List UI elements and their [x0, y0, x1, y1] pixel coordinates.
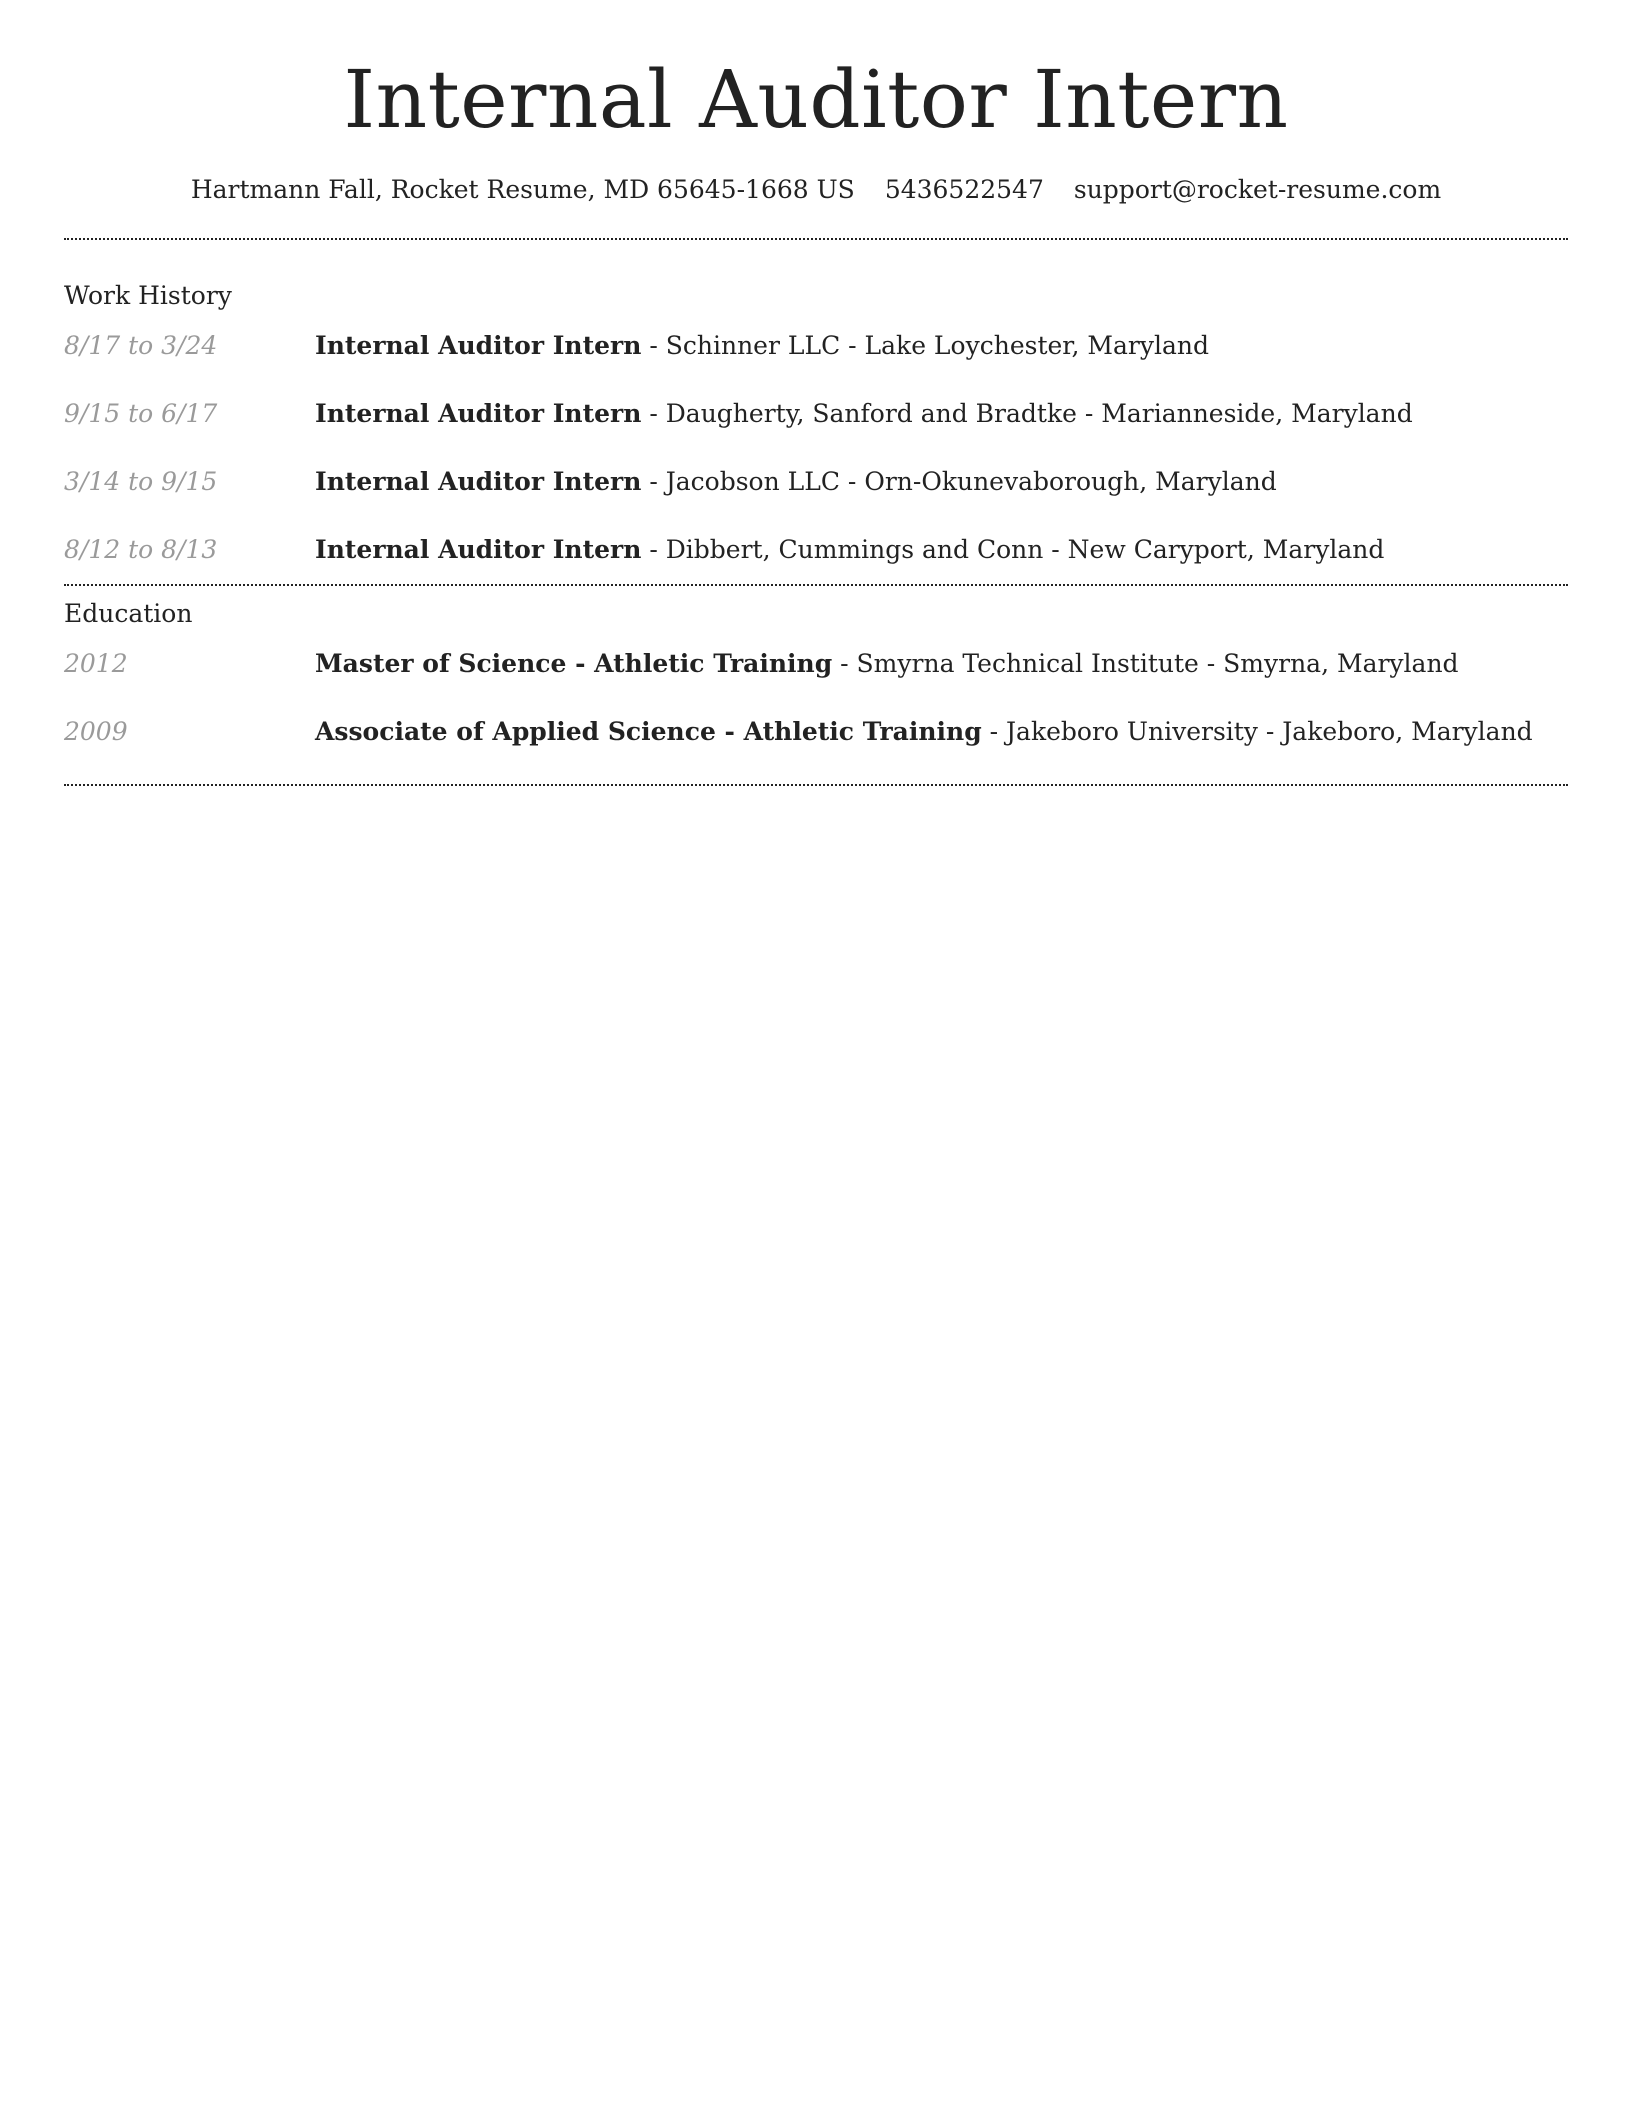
work-history-item: [64, 466, 1568, 534]
work-description: [315, 466, 1277, 498]
education-year: 2012: [64, 649, 128, 678]
education-section: [64, 598, 1568, 784]
work-role: Internal Auditor Intern: [315, 535, 642, 564]
work-history-title: Work History: [64, 281, 232, 310]
header-divider: [64, 238, 1568, 240]
work-history-item: [64, 330, 1568, 398]
section-divider: [64, 584, 1568, 586]
education-degree: Associate of Applied Science - Athletic Training: [315, 717, 982, 746]
work-details: - Schinner LLC - Lake Loychester, Maryland: [641, 331, 1209, 360]
education-item: [64, 716, 1568, 784]
work-details: - Daugherty, Sanford and Bradtke - Marianneside, Maryland: [641, 399, 1413, 428]
education-title: Education: [64, 599, 193, 628]
work-history-list: [64, 312, 1568, 584]
education-details: - Smyrna Technical Institute - Smyrna, Maryland: [832, 649, 1459, 678]
work-role: Internal Auditor Intern: [315, 467, 642, 496]
contact-line: [64, 174, 1568, 206]
work-description: [315, 534, 1384, 566]
education-description: [315, 716, 1533, 748]
work-history-section: [64, 280, 1568, 584]
work-history-item: [64, 534, 1568, 602]
work-dates: 3/14 to 9/15: [64, 467, 218, 496]
education-details: - Jakeboro University - Jakeboro, Maryland: [981, 717, 1533, 746]
work-dates: 9/15 to 6/17: [64, 399, 218, 428]
footer-divider: [64, 784, 1568, 786]
education-item: [64, 648, 1568, 716]
work-history-item: [64, 398, 1568, 466]
education-list: [64, 630, 1568, 784]
contact-phone: 5436522547: [884, 175, 1044, 204]
resume-page: [64, 0, 1568, 786]
education-description: [315, 648, 1459, 680]
contact-address: Hartmann Fall, Rocket Resume, MD 65645-1668 US: [190, 175, 855, 204]
resume-name: Internal Auditor Intern: [343, 53, 1289, 146]
work-details: - Dibbert, Cummings and Conn - New Caryport, Maryland: [641, 535, 1385, 564]
education-degree: Master of Science - Athletic Training: [315, 649, 833, 678]
work-description: [315, 330, 1209, 362]
work-dates: 8/12 to 8/13: [64, 535, 218, 564]
education-year: 2009: [64, 717, 128, 746]
contact-email: support@rocket-resume.com: [1073, 175, 1442, 204]
work-role: Internal Auditor Intern: [315, 399, 642, 428]
work-dates: 8/17 to 3/24: [64, 331, 218, 360]
work-description: [315, 398, 1413, 430]
work-details: - Jacobson LLC - Orn-Okunevaborough, Maryland: [641, 467, 1277, 496]
work-role: Internal Auditor Intern: [315, 331, 642, 360]
